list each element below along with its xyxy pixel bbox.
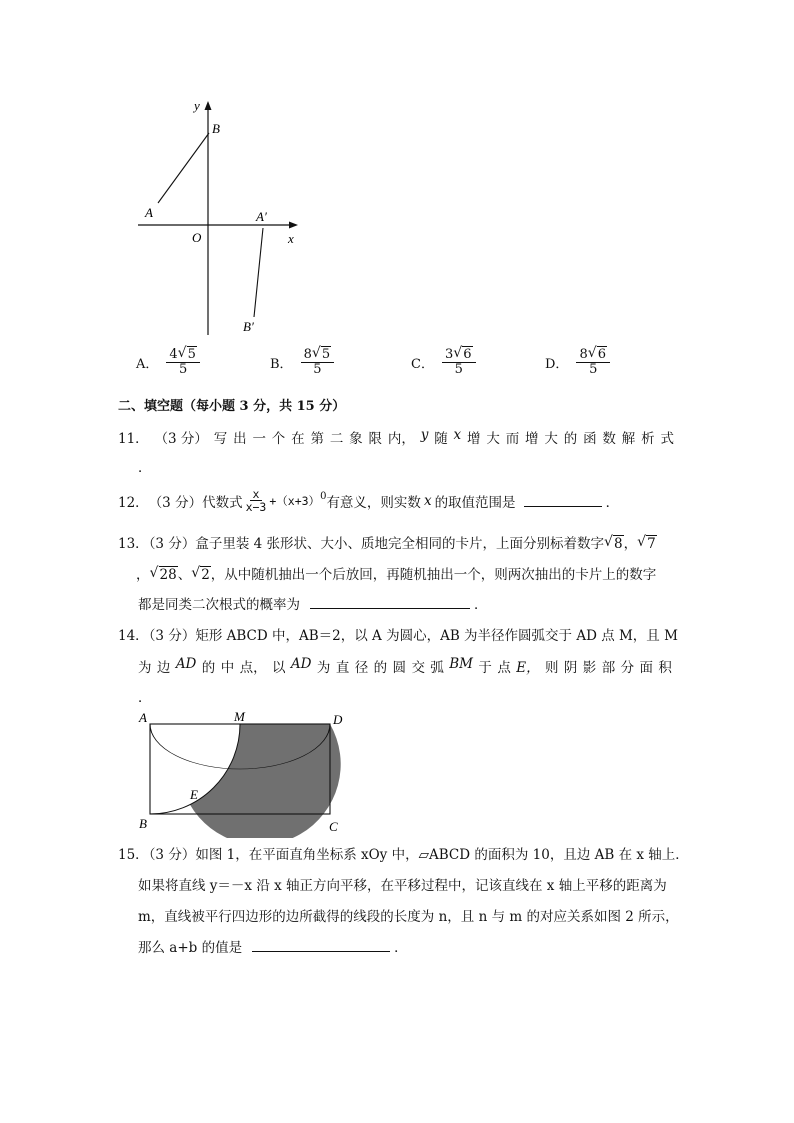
label-B: B <box>212 121 220 136</box>
label-B: B <box>139 816 147 831</box>
q14-text-a: 矩形 ABCD 中，AB＝2，以 A 为圆心，AB 为半径作圆弧交于 AD 点 M，且 M <box>195 628 678 644</box>
q11-word: 个 <box>271 431 286 447</box>
option-fraction <box>166 348 200 376</box>
q14-word: 圆 <box>392 660 407 676</box>
q11-word: 增 <box>467 431 481 447</box>
answer-blank[interactable] <box>524 494 602 507</box>
question-13-line-3 <box>138 593 488 613</box>
radicand: 6 <box>597 347 606 362</box>
separator: ， <box>136 567 150 583</box>
q13-text-b: ，从中随机抽出一个后放回，再随机抽出一个，则两次抽出的卡片上的数字 <box>210 567 657 583</box>
q14-word: 于 <box>478 660 492 676</box>
label-M: M <box>234 709 245 724</box>
option-letter: D． <box>545 356 569 372</box>
question-12 <box>118 488 619 513</box>
q14-word: 点 <box>497 660 511 676</box>
q14-word: 阴 <box>563 660 578 676</box>
question-11-end: ． <box>138 460 152 476</box>
sqrt-7 <box>637 536 657 552</box>
question-15-line-1 <box>118 843 689 863</box>
question-number: 15． <box>118 847 149 863</box>
option-fraction <box>576 348 610 376</box>
shaded-region <box>190 724 341 838</box>
coef: 3 <box>444 347 454 362</box>
q12-text-c: 有意义，则实数 <box>326 494 421 511</box>
question-number: 14． <box>118 628 149 644</box>
rectangle-figure <box>134 708 354 838</box>
radicand: 7 <box>647 536 656 552</box>
label-x: x <box>288 231 294 246</box>
option-fraction <box>442 348 476 376</box>
q14-word: 分 <box>620 660 635 676</box>
q14-word: 交 <box>411 660 425 676</box>
sqrt-28 <box>150 567 178 583</box>
option-letter: C． <box>411 356 434 372</box>
coef: 8 <box>579 347 588 362</box>
q11-word: x <box>453 427 462 443</box>
question-number: 11． <box>118 431 149 447</box>
q14-word: 直 <box>335 660 350 676</box>
q11-word: 内， <box>387 431 415 447</box>
option-d <box>545 348 610 376</box>
q12-end: ． <box>605 494 620 511</box>
option-letter: A． <box>136 356 159 372</box>
question-15-line-2: 如果将直线 y＝－x 沿 x 轴正方向平移，在平移过程中，记该直线在 x 轴上平移的距离为 <box>138 878 667 894</box>
option-fraction <box>301 348 335 376</box>
q14-word: 为 <box>138 660 152 676</box>
q14-word: 中 <box>220 660 235 676</box>
answer-blank[interactable] <box>252 939 390 952</box>
section-heading: 二、填空题（每小题 3 分，共 15 分） <box>118 399 346 414</box>
option-b <box>270 348 334 376</box>
q11-word: 出 <box>233 431 247 447</box>
question-14-line-1 <box>118 624 678 644</box>
question-number: 13． <box>118 536 149 552</box>
label-E: E <box>190 787 198 802</box>
denominator: 5 <box>179 361 188 377</box>
q14-word: 径 <box>354 660 369 676</box>
question-score: （3 分） <box>148 494 203 511</box>
question-14-line-2 <box>138 656 672 676</box>
label-A: A <box>145 205 153 220</box>
radicand: 28 <box>159 567 177 583</box>
denominator: 5 <box>589 361 598 377</box>
question-13-line-2 <box>136 563 656 583</box>
q14-word: 点， <box>239 660 267 676</box>
question-11 <box>118 427 674 447</box>
q12-text-d: 的取值范围是 <box>434 494 516 511</box>
q15-text-a: 如图 1，在平面直角坐标系 xOy 中，▱ABCD 的面积为 10，且边 AB 在 x 轴上． <box>195 847 689 863</box>
q11-word: 式 <box>660 431 674 447</box>
q14-word: 弧 <box>430 660 444 676</box>
question-15-line-4 <box>138 936 408 956</box>
option-letter: B． <box>270 356 293 372</box>
q11-word: 在 <box>291 431 305 447</box>
label-C: C <box>329 819 338 834</box>
question-score: （3 分） <box>148 536 196 552</box>
q12-text-b: +（x+3） <box>269 493 321 508</box>
radicand: 2 <box>201 567 210 583</box>
x-axis-arrow <box>289 222 298 229</box>
q14-word: 面 <box>639 660 654 676</box>
option-a <box>136 348 200 376</box>
radicand: 5 <box>187 347 196 362</box>
radicand: 5 <box>321 347 331 362</box>
label-y: y <box>194 98 200 113</box>
question-score: （3 分） <box>148 847 196 863</box>
q13-end: ． <box>474 597 488 613</box>
label-B-prime: B′ <box>243 319 254 334</box>
fraction-denominator: x−3 <box>245 500 267 515</box>
question-score: （3 分） <box>154 431 208 447</box>
sqrt-8 <box>604 536 624 552</box>
q14-word: AD <box>175 656 197 672</box>
q11-word: 数 <box>602 431 616 447</box>
q14-word: 以 <box>272 660 286 676</box>
q11-word: 随 <box>434 431 448 447</box>
q11-word: 二 <box>329 431 344 447</box>
q11-word: 增 <box>525 431 539 447</box>
question-14-end: ． <box>138 690 152 706</box>
q12-var: x <box>423 492 432 509</box>
q14-word: 则 <box>544 660 559 676</box>
q11-word: 而 <box>505 431 520 447</box>
coef: 8 <box>303 347 312 362</box>
separator: 、 <box>177 567 192 583</box>
q12-fraction <box>243 488 270 513</box>
fraction-numerator: x <box>250 488 263 501</box>
q11-word: 限 <box>368 431 383 447</box>
radicand: 6 <box>463 347 472 362</box>
q11-word: 写 <box>213 431 228 447</box>
label-A: A <box>139 710 147 725</box>
answer-blank[interactable] <box>310 596 470 609</box>
q14-word: 边 <box>156 660 171 676</box>
sqrt-2 <box>191 567 211 583</box>
q14-word: 部 <box>601 660 616 676</box>
q14-word: E， <box>516 660 540 676</box>
q14-word: 影 <box>582 660 597 676</box>
q11-word: 析 <box>641 431 655 447</box>
q11-word: 的 <box>563 431 578 447</box>
q14-word: AD <box>290 656 312 672</box>
q11-word: 函 <box>583 431 597 447</box>
label-O: O <box>192 230 202 245</box>
q12-exponent: 0 <box>320 491 327 503</box>
radicand: 8 <box>614 536 623 552</box>
question-number: 12． <box>118 494 149 511</box>
q11-word: 一 <box>252 431 266 447</box>
q14-word: BM <box>449 656 473 672</box>
q11-word: 象 <box>349 431 363 447</box>
q15-text-d: 那么 a+b 的值是 <box>138 940 243 956</box>
question-13-line-1 <box>118 532 657 552</box>
q13-text-c: 都是同类二次根式的概率为 <box>138 597 300 613</box>
q11-word: y <box>420 427 429 443</box>
q11-word: 第 <box>310 431 324 447</box>
coordinate-figure <box>130 95 310 340</box>
question-15-line-3: m，直线被平行四边形的边所截得的线段的长度为 n，且 n 与 m 的对应关系如图 2 所示， <box>138 909 679 925</box>
q11-word: 大 <box>544 431 558 447</box>
separator: ， <box>623 536 638 552</box>
y-axis-arrow <box>205 101 212 110</box>
q14-word: 的 <box>373 660 388 676</box>
label-A-prime: A′ <box>256 209 267 224</box>
denominator: 5 <box>454 361 463 377</box>
q13-text-a: 盒子里装 4 张形状、大小、质地完全相同的卡片，上面分别标着数字 <box>195 536 604 552</box>
denominator: 5 <box>313 361 322 377</box>
question-score: （3 分） <box>148 628 196 644</box>
label-D: D <box>333 712 343 727</box>
q15-end: ． <box>394 940 408 956</box>
segment-A-prime-B-prime <box>254 228 263 317</box>
q12-text-a: 代数式 <box>202 494 243 511</box>
q11-word: 解 <box>621 431 636 447</box>
q11-word: 大 <box>486 431 500 447</box>
q14-word: 积 <box>658 660 672 676</box>
q14-word: 为 <box>316 660 331 676</box>
option-c <box>411 348 476 376</box>
coef: 4 <box>169 347 178 362</box>
segment-AB <box>158 133 209 203</box>
q14-word: 的 <box>201 660 216 676</box>
